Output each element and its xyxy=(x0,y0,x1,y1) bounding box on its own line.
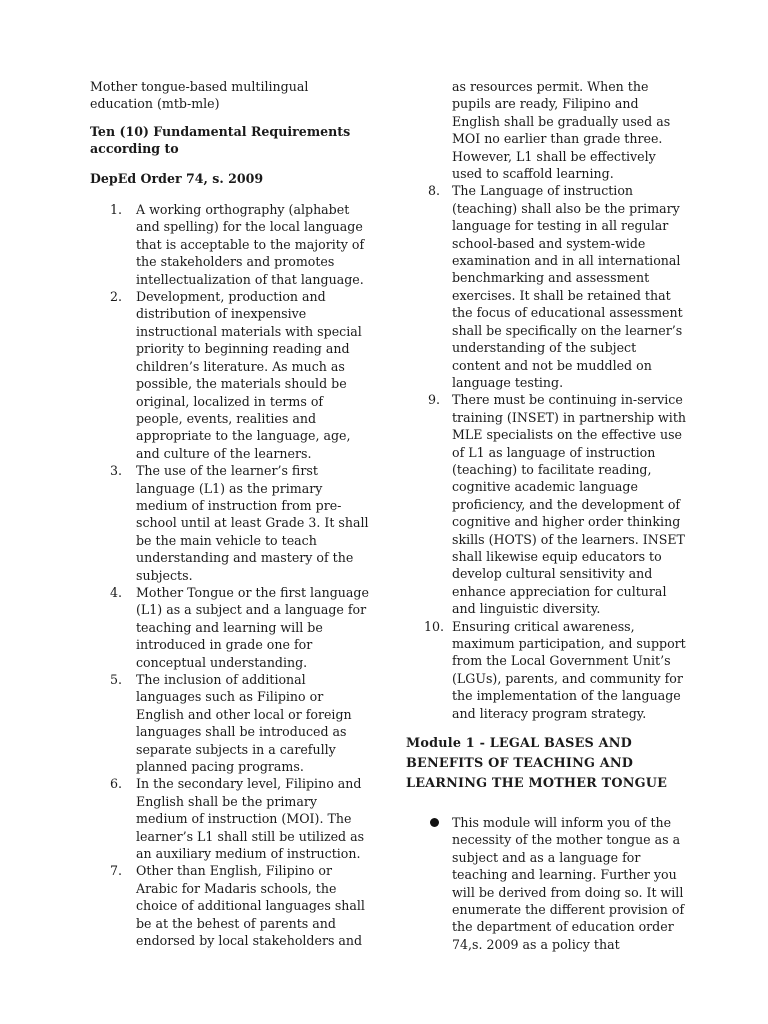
list-number: 3. xyxy=(110,463,123,479)
list-item xyxy=(90,462,370,584)
list-item-text: Other than English, Filipino or Arabic for Madaris schools, the choice of additional languages shall be at the behest of parents and endorsed by local stakeholders and xyxy=(136,863,365,949)
module-bullet-list xyxy=(406,814,686,953)
list-item-text: A working orthography (alphabet and spelling) for the local language that is acceptable to the majority of the stakeholders and promotes intellectualization of that language. xyxy=(136,202,365,287)
deped-order-heading: DepEd Order 74, s. 2009 xyxy=(90,170,264,186)
list-number: 8. xyxy=(428,183,441,199)
list-item-text: Development, production and distribution of inexpensive instructional materials with special priority to beginning reading and children’s literature. As much as possible, the materials should be original, localized in terms of people, events, realities and appropriate to the language, age, and culture of the learners. xyxy=(136,289,362,461)
bullet-icon xyxy=(430,818,439,827)
list-item xyxy=(90,584,370,671)
list-item-text: The inclusion of additional languages such as Filipino or English and other local or foreign languages shall be introduced as separate subjects in a carefully planned pacing programs. xyxy=(136,672,352,775)
requirements-list-right xyxy=(406,182,686,722)
list-item xyxy=(90,671,370,775)
list-number: 10. xyxy=(424,618,445,634)
list-item xyxy=(90,288,370,462)
list-item xyxy=(90,862,370,949)
list-item xyxy=(406,618,686,722)
requirements-heading: Ten (10) Fundamental Requirements according to xyxy=(90,123,351,157)
requirements-list-left xyxy=(90,201,370,949)
continued-text: as resources permit. When the pupils are ready, Filipino and English shall be gradually used as MOI no earlier than grade three. However, L1 shall be effectively used to scaffold learning. xyxy=(452,79,671,182)
list-item xyxy=(406,391,686,617)
bullet-text: This module will inform you of the necessity of the mother tongue as a subject and as a language for teaching and learning. Further you will be derived from doing so. It will enumerate the different provision of the department of education order 74,s. 2009 as a policy that xyxy=(452,815,685,952)
list-item-text: Ensuring critical awareness, maximum participation, and support from the Local Government Unit’s (LGUs), parents, and community for the implementation of the language and literacy program strategy. xyxy=(452,618,686,721)
list-number: 2. xyxy=(110,289,123,305)
list-number: 5. xyxy=(110,672,123,687)
module-heading: Module 1 - LEGAL BASES AND BENEFITS OF TEACHING AND LEARNING THE MOTHER TONGUE xyxy=(406,736,668,792)
list-item xyxy=(406,814,686,953)
list-item-text: The use of the learner’s first language (L1) as the primary medium of instruction from pre-school until at least Grade 3. It shall be the main vehicle to teach understanding and mastery of the subjects. xyxy=(136,463,369,583)
list-item-text: Mother Tongue or the first language (L1) as a subject and a language for teaching and learning will be introduced in grade one for conceptual understanding. xyxy=(136,584,369,670)
list-item-text: The Language of instruction (teaching) shall also be the primary language for testing in all regular school-based and system-wide examination and in all international benchmarking and assessment exercises. It shall be retained that the focus of educational assessment shall be specifically on the learner’s understanding of the subject content and not be muddled on language testing. xyxy=(452,183,683,390)
list-item-text: There must be continuing in-service training (INSET) in partnership with MLE specialists on the effective use of L1 as language of instruction (teaching) to facilitate reading, cognitive academic language proficiency, and the development of cognitive and higher order thinking skills (HOTS) of the learners. INSET shall likewise equip educators to develop cultural sensitivity and enhance appreciation for cultural and linguistic diversity. xyxy=(452,392,686,617)
list-number: 7. xyxy=(110,863,123,879)
list-number: 6. xyxy=(110,776,123,792)
left-column xyxy=(90,78,370,950)
list-number: 1. xyxy=(110,202,123,218)
right-column xyxy=(406,78,686,953)
list-item xyxy=(90,201,370,288)
intro-text: Mother tongue-based multilingual education (mtb-mle) xyxy=(90,79,309,112)
list-item xyxy=(406,182,686,391)
list-item-text: In the secondary level, Filipino and English shall be the primary medium of instruction (MOI). The learner’s L1 shall still be utilized as an auxiliary medium of instruction. xyxy=(136,776,365,862)
list-number: 9. xyxy=(428,392,441,408)
list-number: 4. xyxy=(110,584,123,600)
list-item xyxy=(90,775,370,862)
